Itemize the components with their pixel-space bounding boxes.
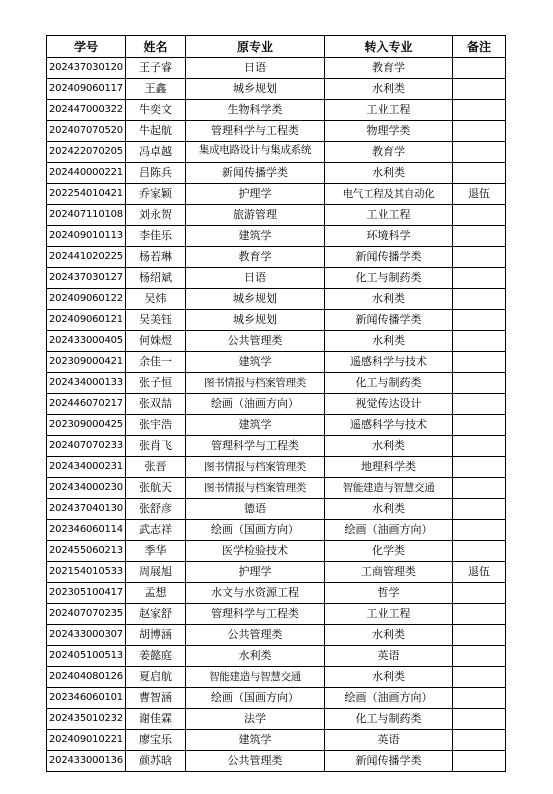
- table-row: [47, 100, 506, 121]
- table-row: [47, 79, 506, 100]
- student-id-cell: 202309000425: [47, 415, 126, 436]
- remarks-cell: [453, 541, 506, 562]
- table-row: [47, 58, 506, 79]
- student-name-cell: 周展旭: [126, 562, 186, 583]
- student-id-cell: 202433000405: [47, 331, 126, 352]
- remarks-cell: [453, 583, 506, 604]
- transfer-major-cell: 化工与制药类: [325, 373, 453, 394]
- table-row: [47, 457, 506, 478]
- table-row: [47, 520, 506, 541]
- original-major-cell: 管理科学与工程类: [186, 121, 325, 142]
- student-id-cell: 202433000136: [47, 751, 126, 772]
- original-major-cell: 医学检验技术: [186, 541, 325, 562]
- student-id-cell: 202305100417: [47, 583, 126, 604]
- student-name-cell: 武志祥: [126, 520, 186, 541]
- remarks-cell: [453, 730, 506, 751]
- remarks-cell: [453, 247, 506, 268]
- remarks-cell: [453, 499, 506, 520]
- student-name-cell: 李佳乐: [126, 226, 186, 247]
- student-name-cell: 牛起航: [126, 121, 186, 142]
- transfer-major-cell: 新闻传播学类: [325, 310, 453, 331]
- student-name-cell: 刘永贺: [126, 205, 186, 226]
- remarks-cell: [453, 394, 506, 415]
- student-name-cell: 冯卓越: [126, 142, 186, 163]
- transfer-roster-table: [46, 35, 506, 772]
- student-name-cell: 吴炜: [126, 289, 186, 310]
- transfer-major-cell: 电气工程及其自动化: [325, 184, 453, 205]
- student-name-cell: 张子恒: [126, 373, 186, 394]
- student-name-cell: 乔家颖: [126, 184, 186, 205]
- table-row: [47, 268, 506, 289]
- remarks-cell: [453, 163, 506, 184]
- table-row: [47, 331, 506, 352]
- student-name-cell: 王鑫: [126, 79, 186, 100]
- student-name-cell: 廖宝乐: [126, 730, 186, 751]
- remarks-cell: [453, 625, 506, 646]
- transfer-major-cell: 地理科学类: [325, 457, 453, 478]
- transfer-major-cell: 水利类: [325, 436, 453, 457]
- header-original-major: 原专业: [186, 36, 325, 58]
- student-id-cell: 202434000133: [47, 373, 126, 394]
- student-id-cell: 202407070235: [47, 604, 126, 625]
- student-name-cell: 曹智涵: [126, 688, 186, 709]
- student-id-cell: 202437040130: [47, 499, 126, 520]
- student-id-cell: 202407110108: [47, 205, 126, 226]
- transfer-major-cell: 水利类: [325, 625, 453, 646]
- student-id-cell: 202407070233: [47, 436, 126, 457]
- transfer-major-cell: 遥感科学与技术: [325, 352, 453, 373]
- table-row: [47, 646, 506, 667]
- original-major-cell: 公共管理类: [186, 751, 325, 772]
- student-id-cell: 202409060122: [47, 289, 126, 310]
- table-row: [47, 121, 506, 142]
- original-major-cell: 城乡规划: [186, 79, 325, 100]
- remarks-cell: [453, 667, 506, 688]
- remarks-cell: [453, 520, 506, 541]
- table-row: [47, 730, 506, 751]
- original-major-cell: 绘画（国画方向）: [186, 520, 325, 541]
- original-major-cell: 水文与水资源工程: [186, 583, 325, 604]
- table-row: [47, 373, 506, 394]
- remarks-cell: [453, 373, 506, 394]
- student-name-cell: 吴美钰: [126, 310, 186, 331]
- header-transfer-major: 转入专业: [325, 36, 453, 58]
- student-id-cell: 202435010232: [47, 709, 126, 730]
- student-id-cell: 202404080126: [47, 667, 126, 688]
- table-row: [47, 352, 506, 373]
- remarks-cell: [453, 226, 506, 247]
- student-name-cell: 吕陈兵: [126, 163, 186, 184]
- original-major-cell: 图书情报与档案管理类: [186, 373, 325, 394]
- remarks-cell: [453, 604, 506, 625]
- table-row: [47, 289, 506, 310]
- transfer-major-cell: 工业工程: [325, 604, 453, 625]
- student-name-cell: 张双喆: [126, 394, 186, 415]
- student-id-cell: 202346060114: [47, 520, 126, 541]
- student-id-cell: 202409010221: [47, 730, 126, 751]
- student-id-cell: 202446070217: [47, 394, 126, 415]
- remarks-cell: [453, 457, 506, 478]
- table-row: [47, 562, 506, 583]
- original-major-cell: 图书情报与档案管理类: [186, 478, 325, 499]
- transfer-major-cell: 化工与制药类: [325, 709, 453, 730]
- table-row: [47, 625, 506, 646]
- student-id-cell: 202437030120: [47, 58, 126, 79]
- table-row: [47, 583, 506, 604]
- original-major-cell: 日语: [186, 58, 325, 79]
- student-name-cell: 张晋: [126, 457, 186, 478]
- original-major-cell: 建筑学: [186, 226, 325, 247]
- transfer-major-cell: 英语: [325, 646, 453, 667]
- original-major-cell: 智能建造与智慧交通: [186, 667, 325, 688]
- original-major-cell: 旅游管理: [186, 205, 325, 226]
- student-name-cell: 张航天: [126, 478, 186, 499]
- transfer-major-cell: 环境科学: [325, 226, 453, 247]
- student-name-cell: 余佳一: [126, 352, 186, 373]
- table-row: [47, 604, 506, 625]
- student-name-cell: 牛奕文: [126, 100, 186, 121]
- student-name-cell: 季华: [126, 541, 186, 562]
- remarks-cell: [453, 751, 506, 772]
- transfer-major-cell: 水利类: [325, 667, 453, 688]
- remarks-cell: [453, 646, 506, 667]
- remarks-cell: [453, 352, 506, 373]
- student-id-cell: 202455060213: [47, 541, 126, 562]
- table-row: [47, 541, 506, 562]
- original-major-cell: 护理学: [186, 184, 325, 205]
- student-id-cell: 202409060121: [47, 310, 126, 331]
- remarks-cell: [453, 436, 506, 457]
- student-name-cell: 赵家舒: [126, 604, 186, 625]
- student-id-cell: 202441020225: [47, 247, 126, 268]
- table-row: [47, 247, 506, 268]
- transfer-major-cell: 工商管理类: [325, 562, 453, 583]
- original-major-cell: 公共管理类: [186, 331, 325, 352]
- remarks-cell: [453, 142, 506, 163]
- student-id-cell: 202154010533: [47, 562, 126, 583]
- original-major-cell: 教育学: [186, 247, 325, 268]
- original-major-cell: 生物科学类: [186, 100, 325, 121]
- remarks-cell: [453, 709, 506, 730]
- remarks-cell: [453, 121, 506, 142]
- remarks-cell: 退伍: [453, 184, 506, 205]
- student-name-cell: 何姝煜: [126, 331, 186, 352]
- student-id-cell: 202437030127: [47, 268, 126, 289]
- transfer-major-cell: 绘画（油画方向）: [325, 688, 453, 709]
- student-id-cell: 202447000322: [47, 100, 126, 121]
- original-major-cell: 新闻传播学类: [186, 163, 325, 184]
- transfer-major-cell: 化学类: [325, 541, 453, 562]
- transfer-major-cell: 化工与制药类: [325, 268, 453, 289]
- original-major-cell: 水利类: [186, 646, 325, 667]
- student-id-cell: 202422070205: [47, 142, 126, 163]
- student-id-cell: 202409060117: [47, 79, 126, 100]
- student-id-cell: 202407070520: [47, 121, 126, 142]
- student-id-cell: 202254010421: [47, 184, 126, 205]
- original-major-cell: 图书情报与档案管理类: [186, 457, 325, 478]
- transfer-major-cell: 水利类: [325, 499, 453, 520]
- original-major-cell: 集成电路设计与集成系统: [186, 142, 325, 163]
- remarks-cell: [453, 331, 506, 352]
- table-row: [47, 226, 506, 247]
- remarks-cell: [453, 205, 506, 226]
- remarks-cell: [453, 289, 506, 310]
- student-name-cell: 胡博涵: [126, 625, 186, 646]
- original-major-cell: 日语: [186, 268, 325, 289]
- remarks-cell: [453, 268, 506, 289]
- student-id-cell: 202434000230: [47, 478, 126, 499]
- original-major-cell: 城乡规划: [186, 289, 325, 310]
- transfer-major-cell: 遥感科学与技术: [325, 415, 453, 436]
- table-row: [47, 709, 506, 730]
- transfer-major-cell: 工业工程: [325, 100, 453, 121]
- table-row: [47, 499, 506, 520]
- student-name-cell: 谢佳霖: [126, 709, 186, 730]
- student-name-cell: 王子睿: [126, 58, 186, 79]
- original-major-cell: 建筑学: [186, 730, 325, 751]
- table-row: [47, 205, 506, 226]
- transfer-major-cell: 哲学: [325, 583, 453, 604]
- table-row: [47, 751, 506, 772]
- remarks-cell: 退伍: [453, 562, 506, 583]
- student-id-cell: 202405100513: [47, 646, 126, 667]
- remarks-cell: [453, 478, 506, 499]
- table-row: [47, 394, 506, 415]
- transfer-major-cell: 物理学类: [325, 121, 453, 142]
- remarks-cell: [453, 100, 506, 121]
- student-name-cell: 张舒彦: [126, 499, 186, 520]
- remarks-cell: [453, 79, 506, 100]
- original-major-cell: 城乡规划: [186, 310, 325, 331]
- header-name: 姓名: [126, 36, 186, 58]
- original-major-cell: 管理科学与工程类: [186, 604, 325, 625]
- table-row: [47, 142, 506, 163]
- table-row: [47, 436, 506, 457]
- transfer-major-cell: 英语: [325, 730, 453, 751]
- remarks-cell: [453, 310, 506, 331]
- original-major-cell: 绘画（油画方向）: [186, 394, 325, 415]
- student-name-cell: 夏启航: [126, 667, 186, 688]
- transfer-major-cell: 新闻传播学类: [325, 751, 453, 772]
- transfer-major-cell: 智能建造与智慧交通: [325, 478, 453, 499]
- student-id-cell: 202440000221: [47, 163, 126, 184]
- student-id-cell: 202409010113: [47, 226, 126, 247]
- header-row: [47, 36, 506, 58]
- student-name-cell: 张宇浩: [126, 415, 186, 436]
- original-major-cell: 建筑学: [186, 352, 325, 373]
- transfer-major-cell: 教育学: [325, 58, 453, 79]
- student-id-cell: 202434000231: [47, 457, 126, 478]
- table-row: [47, 688, 506, 709]
- transfer-major-cell: 水利类: [325, 163, 453, 184]
- original-major-cell: 建筑学: [186, 415, 325, 436]
- remarks-cell: [453, 415, 506, 436]
- transfer-major-cell: 视觉传达设计: [325, 394, 453, 415]
- header-student-id: 学号: [47, 36, 126, 58]
- student-id-cell: 202309000421: [47, 352, 126, 373]
- table-row: [47, 184, 506, 205]
- student-name-cell: 姜懿庭: [126, 646, 186, 667]
- student-id-cell: 202433000307: [47, 625, 126, 646]
- table-row: [47, 163, 506, 184]
- table-body: [47, 58, 506, 772]
- student-name-cell: 颜苏晗: [126, 751, 186, 772]
- student-name-cell: 杨若琳: [126, 247, 186, 268]
- transfer-major-cell: 水利类: [325, 289, 453, 310]
- original-major-cell: 法学: [186, 709, 325, 730]
- table-row: [47, 310, 506, 331]
- original-major-cell: 德语: [186, 499, 325, 520]
- original-major-cell: 管理科学与工程类: [186, 436, 325, 457]
- original-major-cell: 公共管理类: [186, 625, 325, 646]
- header-remarks: 备注: [453, 36, 506, 58]
- table-row: [47, 415, 506, 436]
- remarks-cell: [453, 58, 506, 79]
- transfer-major-cell: 工业工程: [325, 205, 453, 226]
- transfer-major-cell: 水利类: [325, 331, 453, 352]
- original-major-cell: 护理学: [186, 562, 325, 583]
- student-name-cell: 孟想: [126, 583, 186, 604]
- table-row: [47, 667, 506, 688]
- transfer-major-cell: 水利类: [325, 79, 453, 100]
- student-name-cell: 张肖飞: [126, 436, 186, 457]
- original-major-cell: 绘画（国画方向）: [186, 688, 325, 709]
- transfer-major-cell: 教育学: [325, 142, 453, 163]
- student-id-cell: 202346060101: [47, 688, 126, 709]
- transfer-major-cell: 新闻传播学类: [325, 247, 453, 268]
- remarks-cell: [453, 688, 506, 709]
- student-name-cell: 杨绍斌: [126, 268, 186, 289]
- table-row: [47, 478, 506, 499]
- transfer-major-cell: 绘画（油画方向）: [325, 520, 453, 541]
